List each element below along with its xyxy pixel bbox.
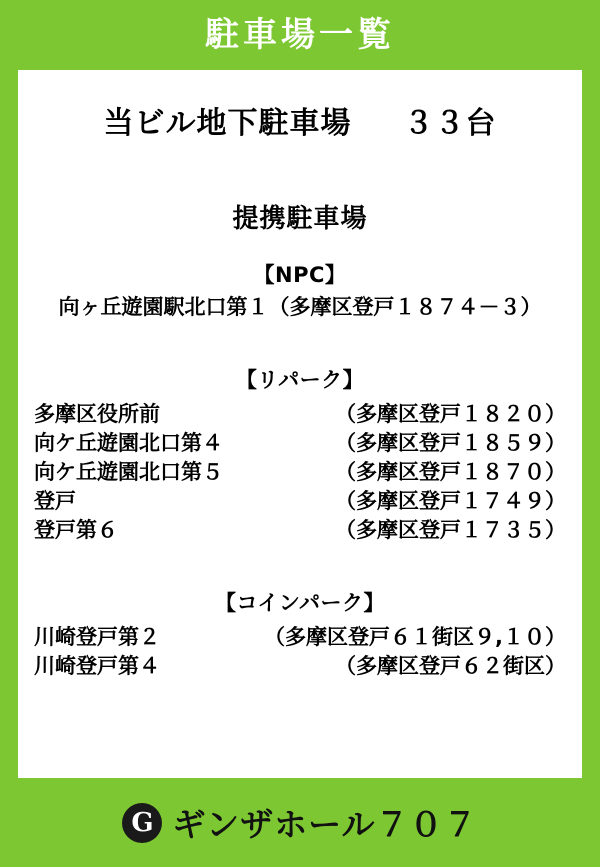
logo: [122, 799, 477, 846]
parking-name: 川崎登戸第４: [34, 653, 160, 678]
group-name-coinpark: 【コインパーク】: [215, 590, 385, 615]
spacer: [18, 322, 582, 340]
parking-name: 多摩区役所前: [34, 401, 160, 426]
parking-name: 向ヶ丘遊園駅北口第１: [58, 295, 269, 319]
entry-list-coinpark: [18, 623, 582, 681]
group-name-repark: 【リパーク】: [235, 367, 365, 392]
list-item: [34, 516, 566, 545]
list-item: [34, 429, 566, 458]
list-item: [34, 400, 566, 429]
entry-list-repark: [18, 400, 582, 545]
list-item: [34, 293, 566, 322]
parking-address: （多摩区登戸１８７０）: [335, 459, 566, 484]
parking-name: 向ケ丘遊園北口第４: [34, 430, 223, 455]
logo-mark-icon: G: [122, 803, 162, 843]
parking-address: （多摩区登戸１８７４－３）: [268, 295, 542, 319]
list-item: [34, 487, 566, 516]
group-name-npc: 【NPC】: [253, 263, 347, 287]
list-item: [34, 458, 566, 487]
parking-address: （多摩区登戸１８２０）: [335, 401, 566, 426]
parking-name: 登戸: [34, 488, 76, 513]
page-header: [0, 0, 600, 70]
building-parking-row: [18, 98, 582, 142]
building-parking-count: ３３台: [403, 106, 497, 141]
parking-address: （多摩区登戸１８５９）: [335, 430, 566, 455]
list-item: [34, 652, 566, 681]
parking-name: 向ケ丘遊園北口第５: [34, 459, 223, 484]
spacer: [18, 545, 582, 563]
parking-group-repark: [18, 364, 582, 545]
parking-group-npc: [18, 259, 582, 322]
parking-group-coinpark: [18, 587, 582, 681]
parking-address: （多摩区登戸６２街区）: [335, 653, 566, 678]
page-title: 駐車場一覧: [205, 15, 395, 55]
content-card: [18, 70, 582, 778]
entry-list-npc: [18, 293, 582, 322]
affiliated-section-title: 提携駐車場: [232, 204, 368, 234]
parking-name: 登戸第６: [34, 517, 118, 542]
list-item: [34, 623, 566, 652]
parking-name: 川崎登戸第２: [34, 624, 160, 649]
parking-address: （多摩区登戸１７４９）: [335, 488, 566, 513]
parking-address: （多摩区登戸６１街区９,１０）: [264, 624, 566, 649]
page-footer: [0, 778, 600, 867]
parking-address: （多摩区登戸１７３５）: [335, 517, 566, 542]
building-parking-label: 当ビル地下駐車場: [103, 106, 352, 141]
logo-text: ギンザホール７０７: [172, 805, 478, 844]
